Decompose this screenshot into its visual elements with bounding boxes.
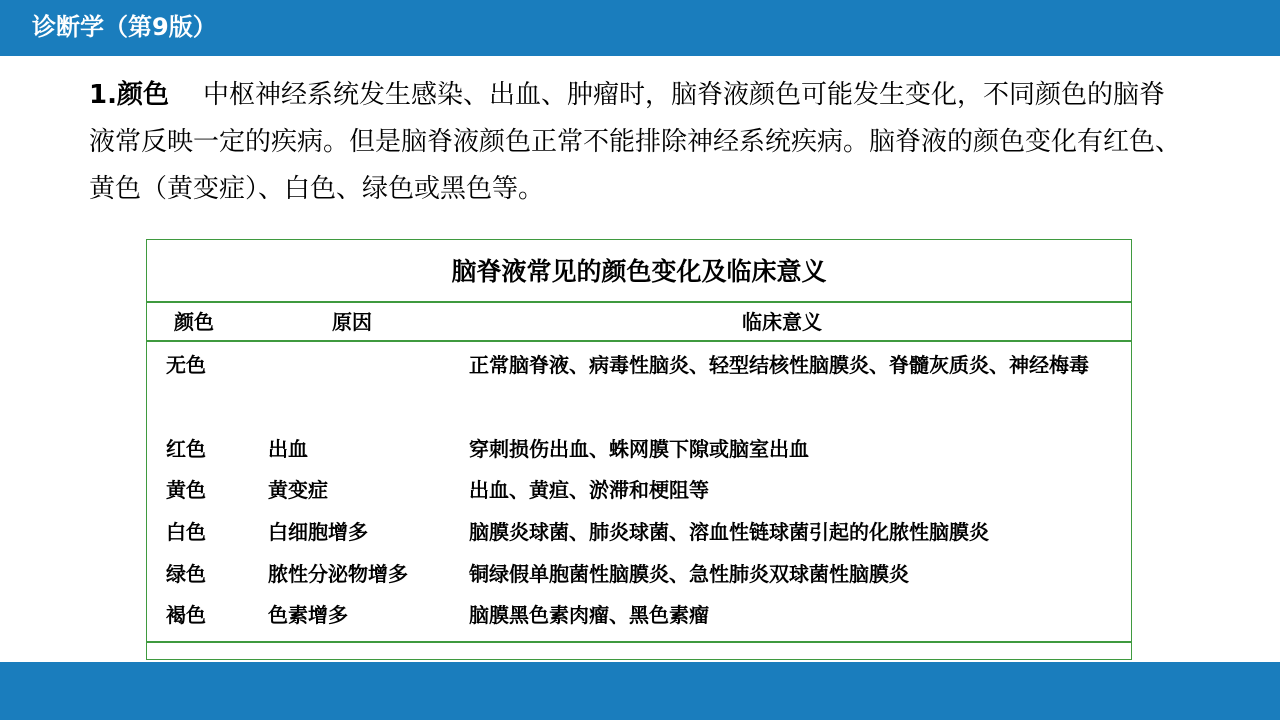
table-cell-significance: 穿刺损伤出血、蛛网膜下隙或脑室出血 [469, 437, 809, 461]
section-heading: 1.颜色 [89, 80, 169, 110]
table-cell-cause: 脓性分泌物增多 [268, 562, 408, 586]
footer-bar [0, 662, 1280, 720]
table-cell-significance: 脑膜黑色素肉瘤、黑色素瘤 [469, 603, 709, 627]
intro-paragraph [89, 72, 1189, 213]
table-bottom-rule [147, 641, 1131, 643]
intro-text: 中枢神经系统发生感染、出血、肿瘤时，脑脊液颜色可能发生变化，不同颜色的脑脊液常反映一定的疾病。但是脑脊液颜色正常不能排除神经系统疾病。脑脊液的颜色变化有红色、黄色（黄变症）、白色、绿色或黑色等。 [89, 80, 1182, 204]
column-header-cause: 原因 [332, 310, 372, 334]
table-cell-cause: 出血 [268, 437, 308, 461]
column-header-significance: 临床意义 [742, 310, 822, 334]
table-cell-color: 白色 [166, 520, 206, 544]
table-cell-significance: 脑膜炎球菌、肺炎球菌、溶血性链球菌引起的化脓性脑膜炎 [469, 520, 989, 544]
table-cell-color: 黄色 [166, 478, 206, 502]
table-header-rule [147, 340, 1131, 342]
table-cell-significance: 正常脑脊液、病毒性脑炎、轻型结核性脑膜炎、脊髓灰质炎、神经梅毒 [469, 353, 1089, 377]
table-cell-color: 褐色 [166, 603, 206, 627]
table-cell-color: 无色 [166, 353, 206, 377]
book-title: 诊断学（第9版） [32, 13, 217, 41]
table-cell-cause: 白细胞增多 [268, 520, 368, 544]
header-bar [0, 0, 1280, 56]
table-top-rule [147, 301, 1131, 303]
table-cell-significance: 出血、黄疸、淤滞和梗阻等 [469, 478, 709, 502]
table-cell-cause: 黄变症 [268, 478, 328, 502]
table-cell-significance: 铜绿假单胞菌性脑膜炎、急性肺炎双球菌性脑膜炎 [469, 562, 909, 586]
column-header-color: 颜色 [174, 310, 214, 334]
table-cell-color: 绿色 [166, 562, 206, 586]
csf-color-table [146, 239, 1132, 660]
table-cell-cause: 色素增多 [268, 603, 348, 627]
table-title: 脑脊液常见的颜色变化及临床意义 [451, 257, 827, 286]
table-cell-color: 红色 [166, 437, 206, 461]
